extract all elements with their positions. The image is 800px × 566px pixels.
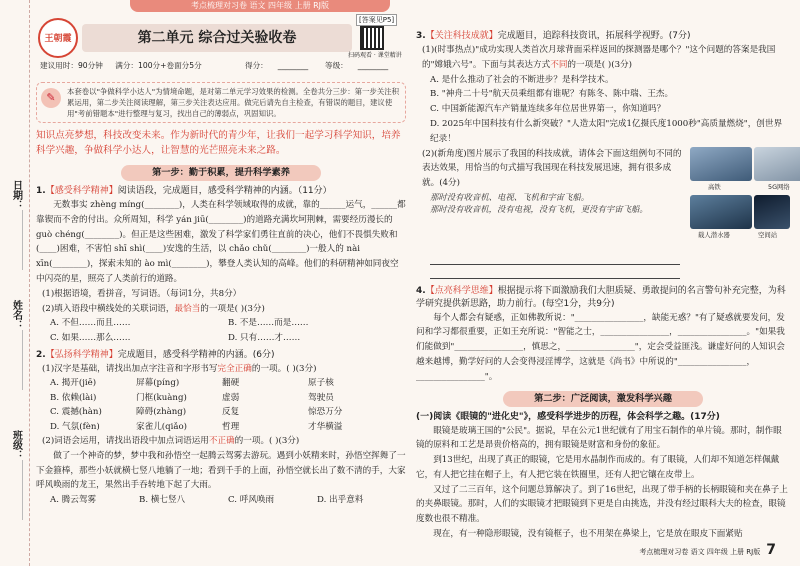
q1-sub2-post: 的一项是( )(3分) [200, 303, 265, 314]
reading-para-1: 眼镜是玻璃王国的"公民"。据说，早在公元1世纪就有了用宝石制作的单片镜。那时，制作眼镜的原料和工艺是昂贵价格高的，拥有眼镜是财富和身份的象征。 [416, 425, 782, 451]
grid-cell: 才华横溢 [308, 421, 343, 432]
q3-option-c[interactable]: C. 中国新能源汽车产销量连续多年位居世界第一，你知道吗？ [430, 104, 666, 115]
q4-title [416, 285, 790, 311]
date-label: 日期： [10, 180, 22, 210]
reading-title: (一)阅读《眼镜的"进化史"》，感受科学进步的历程，体会科学之趣。(17分) [416, 411, 720, 422]
page-title: 第二单元 综合过关验收卷 [82, 24, 352, 52]
reading-para-3: 又过了二三百年，这个问题总算解决了。到了16世纪，出现了带手柄的长柄眼镜和夹在鼻子上的夹鼻眼镜。那时，人们的实眼镜才把眼镜到下更是自由挑选，并没有经过眼科大夫的检查，眼镜度数也很不精准。 [416, 484, 788, 525]
q2-option-a[interactable]: A. 腾云驾雾 [50, 495, 97, 506]
q3-title-text: 完成题目，追踪科技资讯，拓展科学视野。(7分) [497, 31, 691, 41]
brand-logo: 王朝霞 [38, 18, 78, 58]
notice-box [36, 82, 406, 123]
q3-example-1: 那时没有收音机、电视、飞机和宇宙飞船。 [430, 191, 590, 202]
time-info: 建议用时：90分钟 [40, 61, 103, 70]
grid-cell: 虚弱 [222, 392, 240, 403]
q1-sub2-red: 最恰当 [174, 303, 201, 314]
q3-title [416, 30, 790, 43]
q4-num: 4. [416, 285, 426, 296]
class-line [22, 460, 23, 520]
submersible-image [690, 195, 752, 229]
q3-answer-line-2[interactable] [430, 265, 680, 279]
q1-option-a[interactable]: A. 不但……而且…… [50, 318, 131, 329]
exam-info [40, 60, 400, 71]
q4-passage: 每个人都会有疑惑，正如佛教所说："________________，缺能无惑？"有了疑惑就要发问，发问和学习都很重要，正如王充所说："智能之士，________________，________________。"如果我们能做到"________________，慎思之，________________"，定会受益匪浅。谦虚好问的人知识会越来越博，勤学好问的人会变得浸淫博学，这就是《尚书》中所说的"________________，________________"。 [416, 312, 785, 382]
intro-text: 知识点亮梦想，科技改变未来。作为新时代的青少年，让我们一起学习科学知识，培养科学兴趣，争做科学小达人，让智慧的光芒照亮未来之路。 [36, 130, 401, 157]
grid-cell: 哲理 [222, 421, 240, 432]
q2-sub1-post: 的一项。( )(3分) [251, 363, 317, 374]
q2-sub1 [36, 362, 406, 377]
q1-passage: 无数事实 zhèng míng(________)，人类在科学领域取得的成就，靠的______运气，______都靠锲而不舍的付出。众所周知，科学 yán jiū(________)的道路充满坎坷荆棘，需要经历漫长的 guò chéng(________)。但正是这些困难，激发了科学家们勇往直前的决心，他们不畏惧失败和(____)困难，不害怕 shī shì(____)安逸的生活，以 chǎo chǔ(________)一般人的 nài xīn(________)，探索未知的 ào mì(________)，攀登人类认知的高峰。他们的科研精神如同夜空中闪亮的星，照亮了人类前行的道路。 [36, 200, 406, 284]
q2-sub2-post: 的一项。( )(3分) [234, 436, 300, 447]
q1-option-b[interactable]: B. 不是……而是…… [228, 318, 309, 329]
reading-para-2: 到13世纪，出现了真正的眼镜，它是用水晶制作而成的。有了眼镜，人们却不知道怎样佩戴它，有人把它挂在帽子上，有人把它装在铁圈里，还有人把它镶在皮带上。 [416, 455, 780, 480]
q1-option-d[interactable]: D. 只有……才…… [228, 332, 301, 343]
grid-cell[interactable]: D. 气氛(fèn) [50, 421, 100, 432]
q3-num: 3. [416, 31, 426, 41]
pencil-icon: ✎ [41, 88, 61, 108]
grid-cell: 翻硬 [222, 378, 240, 389]
q3-sub1-post: 的一项是( )(3分) [567, 59, 633, 70]
notice-text: 本套卷以"争做科学小达人"为情境命题，是对第二单元学习效果的检测。全卷共分三步：第一步关注积累运用，第二步关注阅读理解，第三步关注表达应用。做完后请先自主检查，有错误的题目，建议使用"考前错题本"进行整理与复习，找出自己的薄弱点，巩固知识。 [67, 87, 399, 119]
grid-cell: 反复 [222, 407, 240, 418]
q4-title-text: 根据提示将下面激励我们大胆质疑、勇敢提问的名言警句补充完整，为科学研究提供新思路，助力前行。(每空1分，共9分) [416, 285, 786, 309]
caption-5g: 5G网络 [768, 182, 790, 191]
step2-banner: 第二步：广泛阅读，激发科学兴趣 [503, 391, 703, 407]
page-number: 7 [766, 541, 776, 558]
q1-options-row1 [36, 316, 406, 331]
q3-sub1-red: 不同 [550, 59, 568, 70]
q4-tag: 【点亮科学思维】 [425, 285, 498, 296]
qr-code-icon[interactable] [360, 26, 384, 50]
class-label: 班级： [10, 430, 22, 460]
binding-margin [0, 0, 30, 566]
q3-tag: 【关注科技成就】 [425, 31, 498, 41]
grid-cell[interactable]: C. 震撼(hàn) [50, 407, 102, 418]
level-field: 等级： ________ [325, 61, 389, 70]
question-2 [36, 349, 406, 508]
q1-title-text: 阅读语段，完成题目，感受科学精神的内涵。（11分） [117, 186, 332, 197]
q1-num: 1. [36, 186, 46, 197]
q1-sub2-pre: (2)填入语段中横线处的关联词语， [42, 303, 175, 314]
q2-title [36, 349, 406, 362]
q2-sub2 [36, 434, 406, 449]
q2-sub1-pre: (1)汉字是基础，请找出加点字注音和字形书写 [42, 363, 218, 374]
top-banner: 考点梳理对习卷 语文 四年级 上册 RJ版 [130, 0, 390, 12]
high-speed-rail-image [690, 147, 752, 181]
q2-sub2-pre: (2)词语会运用，请找出语段中加点词语运用 [42, 436, 209, 447]
q2-num: 2. [36, 349, 46, 360]
caption-space-station: 空间站 [758, 230, 778, 239]
header [36, 14, 406, 78]
caption-submersible: 载人潜水器 [698, 230, 730, 239]
question-4 [416, 285, 790, 385]
q2-option-d[interactable]: D. 出乎意料 [317, 495, 364, 506]
grid-cell: 原子核 [308, 378, 334, 389]
grid-cell: 门框(kuàng) [136, 392, 187, 403]
grid-cell: 障碍(zhàng) [136, 407, 187, 418]
q3-example-2: 那时没有收音机，没有电视，没有飞机，更没有宇宙飞船。 [430, 204, 648, 215]
q1-sub2 [36, 302, 406, 317]
grid-cell: 屏幕(píng) [136, 378, 180, 389]
score-info: 满分：100分+卷面分5分 [115, 61, 202, 70]
page-footer [639, 540, 776, 560]
reading-section [416, 411, 790, 542]
footer-text: 考点梳理对习卷 语文 四年级 上册 RJ版 [639, 547, 761, 556]
level-label: 等级： [325, 61, 348, 70]
step1-banner: 第一步：勤于积累，提升科学素养 [121, 165, 321, 181]
q2-option-c[interactable]: C. 呼风唤雨 [228, 495, 275, 506]
grid-cell: 家雀儿(qiǎo) [136, 421, 188, 432]
name-line [22, 330, 23, 390]
q1-option-c[interactable]: C. 如果……那么…… [50, 332, 131, 343]
q3-answer-line-1[interactable] [430, 251, 680, 265]
name-label: 姓名： [10, 300, 22, 330]
q2-word-grid [36, 376, 406, 434]
q1-title [36, 185, 406, 198]
q2-title-text: 完成题目，感受科学精神的内涵。(6分) [117, 349, 275, 360]
q2-options [36, 493, 406, 508]
score-label: 得分： [245, 61, 268, 70]
grid-cell: 驾驶员 [308, 392, 334, 403]
q3-option-b[interactable]: B. "神舟二十号"航天员乘组都有谁呢？有陈冬、陈中瑞、王杰。 [430, 89, 674, 100]
qr-caption: 扫码观看 · 课堂精讲 [348, 52, 402, 59]
q3-option-a[interactable]: A. 是什么推动了社会的不断进步？是科学技术。 [430, 74, 614, 85]
q3-sub1 [416, 43, 790, 73]
question-1 [36, 185, 406, 346]
date-line [22, 210, 23, 270]
reading-para-4: 现在，有一种隐形眼镜，没有镜框子，也不用架在鼻梁上，它是放在眼皮下面紧贴 [433, 529, 743, 540]
q1-tag: 【感受科学精神】 [45, 186, 118, 197]
q2-passage: 做了一个神奇的梦，梦中我和孙悟空一起腾云驾雾去游玩。遇到小妖精来时，孙悟空挥舞了一下金箍棒，那些小妖就横七竖八地躺了一地；看到千手的上面，孙悟空就长出了数不清的手，大家呼风唤雨的龙王，果然出手吞转地下起了大雨。 [36, 450, 406, 491]
caption-rail: 高铁 [708, 182, 721, 191]
5g-network-image [754, 147, 800, 181]
q2-option-b[interactable]: B. 横七竖八 [139, 495, 186, 506]
question-3 [416, 30, 790, 279]
grid-cell: 惊恐万分 [308, 407, 343, 418]
grid-cell[interactable]: A. 揭开(jiē) [50, 378, 97, 389]
answer-tag: [答案见P5] [356, 14, 397, 26]
q1-options-row2 [36, 331, 406, 346]
q2-sub1-red: 完全正确 [217, 363, 252, 374]
space-station-image [754, 195, 790, 229]
q3-sub2: (2)(新角度)图片展示了我国的科技成就，请体会下面这组例句不同的表达效果，用恰当的句式描写我国现在科技发展迅速，拥有很多成就。(4分) [422, 148, 682, 189]
q3-option-d[interactable]: D. 2025年中国科技有什么新突破？"人造太阳"完成1亿摄氏度1000秒"高质量燃烧"，创世界纪录！ [430, 118, 783, 144]
left-column [36, 14, 406, 508]
right-column [416, 30, 790, 542]
q3-sub1-pre: (1)(时事热点)"成功实现人类首次月球背面采样返回的探测器是哪个？"这个问题的答案是我国的"嫦娥六号"。下面与其表达方式 [422, 45, 776, 70]
q2-tag: 【弘扬科学精神】 [45, 349, 118, 360]
grid-cell[interactable]: B. 依赖(lài) [50, 392, 97, 403]
q2-sub2-red: 不正确 [208, 436, 235, 447]
q3-sub2-block [416, 147, 790, 251]
score-field: 得分： ________ [245, 61, 309, 70]
q1-sub1: (1)根据语境，看拼音，写词语。（每词1分，共8分） [42, 288, 242, 299]
